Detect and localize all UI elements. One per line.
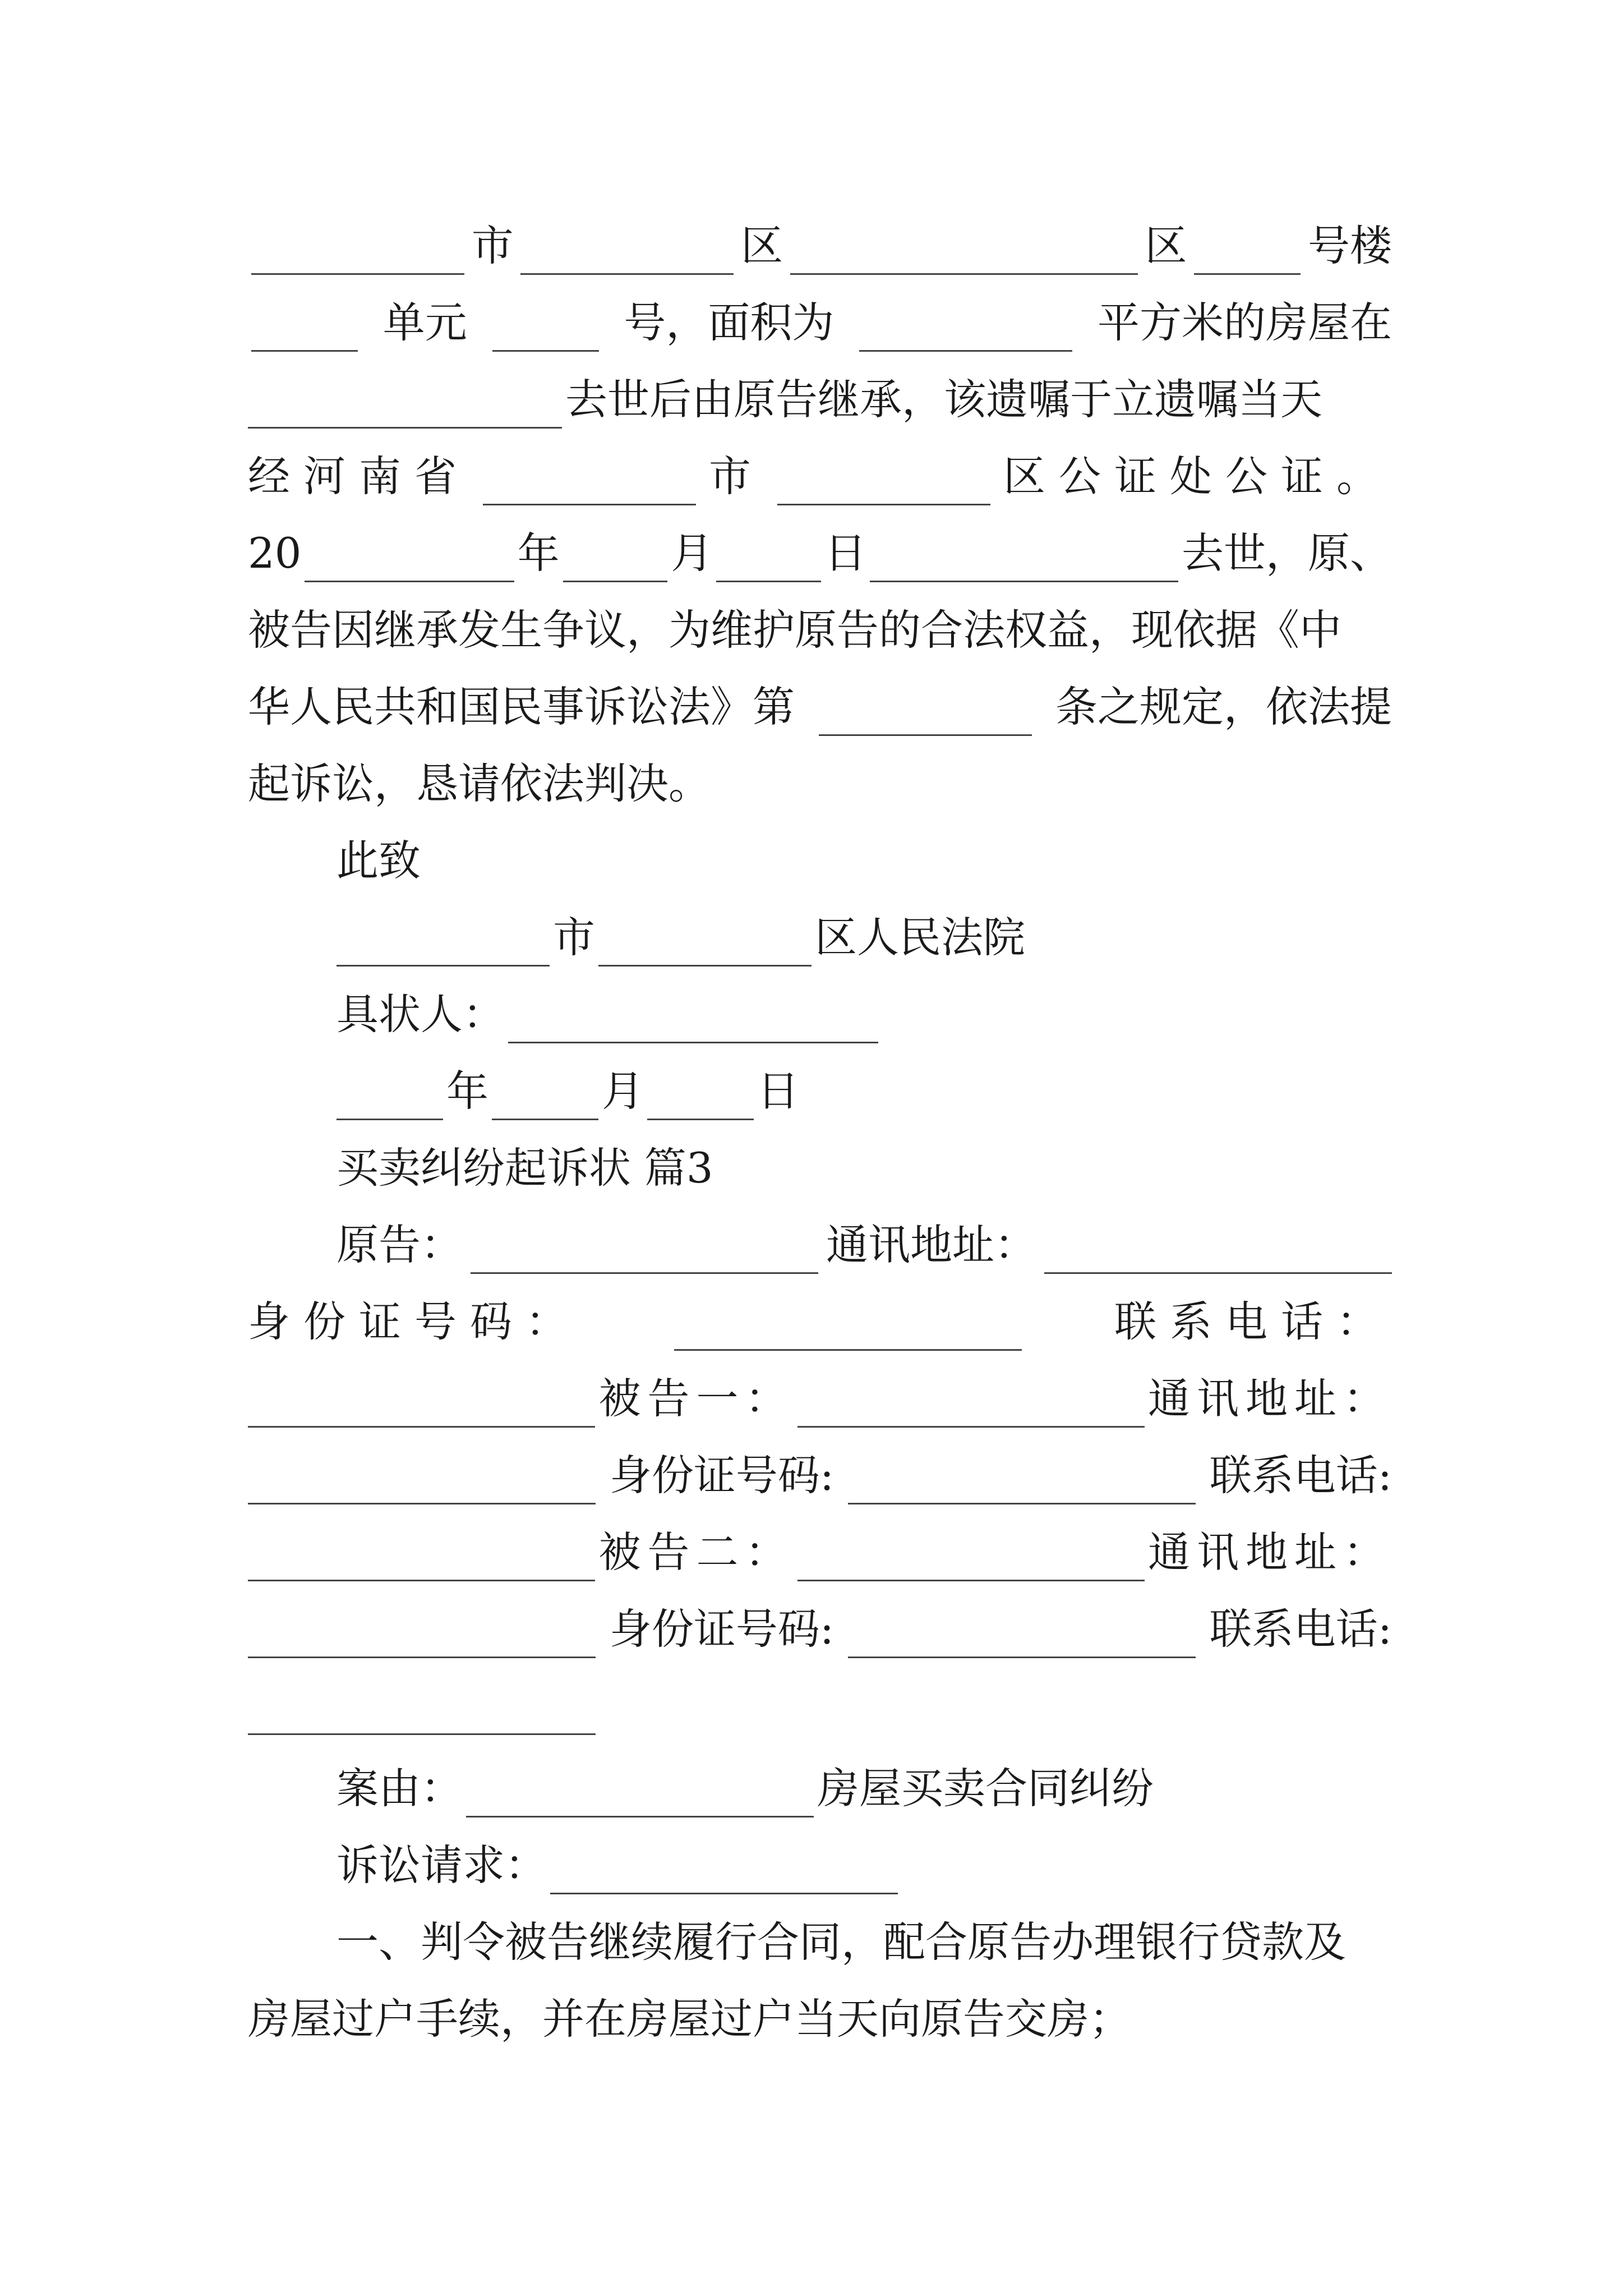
text-segment: 身份证号码: [609, 1604, 834, 1654]
blank-field [797, 1535, 1145, 1581]
text-segment: 号楼 [1307, 221, 1392, 270]
blank-field [251, 305, 358, 352]
blank-field [251, 228, 464, 275]
text-segment: 月 [671, 528, 713, 578]
text-segment: 身份证号码: [609, 1451, 834, 1500]
blank-field [248, 382, 562, 429]
text-line-1 [248, 215, 1392, 277]
text-line-14 [336, 1214, 1392, 1276]
text-segment: 月 [602, 1066, 644, 1116]
text-segment: 去世，原、 [1182, 528, 1393, 578]
blank-field [1194, 228, 1301, 275]
blank-field [336, 920, 550, 967]
blank-field [508, 997, 878, 1043]
text-segment: 被告因继承发生争议，为维护原告的合法权益，现依据《中 [248, 605, 1342, 655]
text-segment: 20 [248, 528, 302, 578]
blank-field [790, 228, 1138, 275]
text-segment: 一、判令被告继续履行合同，配合原告办理银行贷款及 [336, 1917, 1347, 1967]
blank-field [819, 689, 1032, 736]
text-segment: 原告： [336, 1220, 463, 1269]
text-line-9 [336, 830, 1392, 891]
text-segment: 通讯地址： [826, 1220, 1036, 1269]
text-segment: 房屋买卖合同纠纷 [817, 1764, 1154, 1813]
blank-field [471, 1227, 818, 1274]
blank-field [248, 1381, 595, 1428]
text-segment: 联系电话： [1114, 1297, 1392, 1346]
text-line-8 [248, 753, 1392, 815]
text-segment: 市 [553, 913, 596, 962]
text-line-19 [248, 1598, 1392, 1660]
text-segment: 市 [708, 452, 764, 501]
text-segment: 案由： [336, 1764, 463, 1813]
blank-field [716, 536, 821, 582]
text-segment: 区人民法院 [815, 913, 1026, 962]
text-segment: 买卖纠纷起诉状 篇3 [336, 1143, 713, 1193]
blank-field [483, 459, 696, 505]
blank-field [859, 305, 1072, 352]
text-line-10 [336, 907, 1392, 968]
blank-field [492, 305, 599, 352]
blank-field [647, 1074, 754, 1120]
text-segment: 联系电话: [1209, 1604, 1392, 1654]
text-segment: 单元 [382, 298, 467, 347]
text-segment: 通讯地址： [1147, 1374, 1392, 1423]
text-line-22 [336, 1834, 1392, 1896]
text-line-16 [248, 1368, 1392, 1429]
text-segment: 区 [1145, 221, 1187, 270]
blank-field [870, 536, 1178, 582]
text-line-17 [248, 1444, 1392, 1506]
blank-field [848, 1458, 1196, 1504]
blank-field [520, 228, 734, 275]
text-line-2 [248, 292, 1392, 353]
text-segment: 经河南省 [248, 452, 471, 501]
text-line-4 [248, 445, 1392, 507]
blank-field [777, 459, 990, 505]
text-line-18 [248, 1521, 1392, 1583]
blank-field [1044, 1227, 1392, 1274]
text-segment: 日 [824, 528, 866, 578]
text-segment: 华人民共和国民事诉讼法》第 [248, 682, 795, 731]
text-line-12 [336, 1060, 1392, 1122]
text-segment: 起诉讼，恳请依法判决。 [248, 759, 711, 808]
text-segment: 具状人： [336, 990, 505, 1039]
text-segment: 被告一： [598, 1374, 794, 1423]
blank-field [563, 536, 668, 582]
text-segment: 年 [446, 1066, 489, 1116]
text-segment: 房屋过户手续，并在房屋过户当天向原告交房； [248, 1994, 1132, 2044]
text-line-5 [248, 522, 1392, 584]
text-line-24 [248, 1988, 1392, 2050]
section-heading [336, 1137, 1392, 1199]
text-segment: 通讯地址： [1147, 1527, 1392, 1577]
blank-field [305, 536, 514, 582]
text-segment: 号，面积为 [624, 298, 834, 347]
text-segment: 平方米的房屋在 [1097, 298, 1392, 347]
blank-field [248, 1612, 596, 1658]
text-segment: 被告二： [598, 1527, 794, 1577]
text-line-20 [248, 1675, 1392, 1737]
text-segment: 区公证处公证。 [1003, 452, 1392, 501]
text-segment: 去世后由原告继承，该遗嘱于立遗嘱当天 [565, 375, 1323, 424]
text-segment: 此致 [336, 836, 421, 885]
text-segment: 日 [757, 1066, 800, 1116]
blank-field [550, 1848, 898, 1894]
blank-field [848, 1612, 1196, 1658]
text-segment: 联系电话: [1209, 1451, 1392, 1500]
text-line-6 [248, 599, 1392, 661]
blank-field [598, 920, 811, 967]
blank-field [492, 1074, 598, 1120]
blank-field [466, 1771, 814, 1818]
text-line-11 [336, 983, 1392, 1045]
blank-field [797, 1381, 1145, 1428]
text-line-15 [248, 1291, 1392, 1352]
text-line-21 [336, 1757, 1392, 1819]
blank-field [248, 1458, 596, 1504]
blank-field [248, 1688, 596, 1735]
blank-field [248, 1535, 595, 1581]
text-line-7 [248, 676, 1392, 738]
text-segment: 市 [471, 221, 514, 270]
text-line-3 [248, 369, 1392, 430]
blank-field [674, 1304, 1022, 1351]
text-segment: 诉讼请求： [336, 1841, 547, 1890]
text-segment: 条之规定，依法提 [1055, 682, 1392, 731]
text-segment: 年 [517, 528, 560, 578]
text-segment: 身份证号码： [248, 1297, 582, 1346]
text-segment: 区 [741, 221, 783, 270]
text-line-23 [336, 1911, 1392, 1973]
blank-field [336, 1074, 443, 1120]
